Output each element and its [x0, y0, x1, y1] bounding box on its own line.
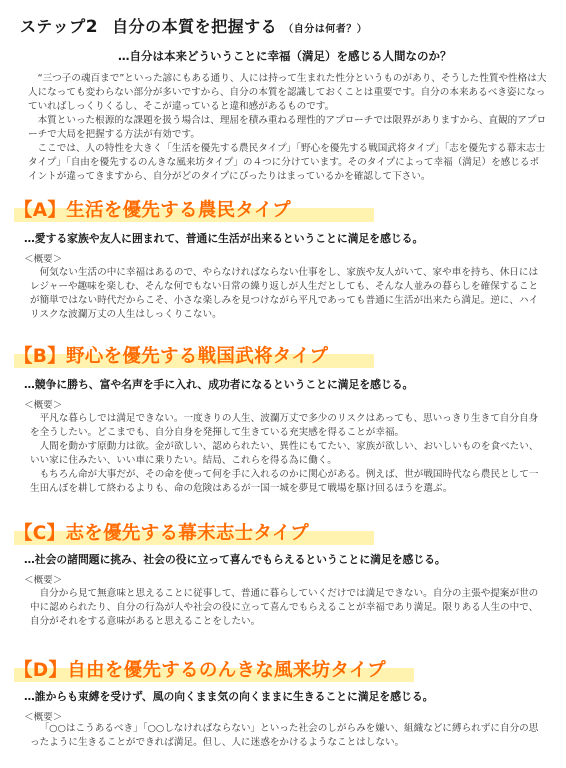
section-c-body [30, 587, 546, 629]
step-title [20, 14, 367, 37]
section-b-paragraph: 人間を動かす原動力は欲。金が欲しい、認められたい、異性にもてたい、家族が欲しい、おいしいものを食べたい、いい家に住みたい、いい車に乗りたい。結局、これらを得る為に働く。 [30, 441, 539, 466]
section-a-title: 【A】生活を優先する農民タイプ [14, 200, 291, 221]
section-b-paragraph: 平凡な暮らしでは満足できない。一度きりの人生、波瀾万丈で多少のリスクはあっても、思いっきり生きて自分自身を全うしたい。どこまでも、自分自身を発揮して生きている充実感を得ることが幸福。 [30, 413, 539, 438]
section-a-paragraph: 何気ない生活の中に幸福はあるので、やらなければならない仕事をし、家族や友人がいて、家や車を持ち、休日にはレジャーや趣味を楽しむ、そんな何でもない日常の繰り返しが人生だとしても、そんな人並みの暮らしを確保することが簡単ではない時代だからこそ、小さな楽しみを見つけながら平凡であっても普通に生活が出来たら満足。逆に、ハイリスクな波瀾万丈の人生はしっくりこない。 [30, 267, 539, 320]
section-d-title: 【D】自由を優先するのんきな風来坊タイプ [14, 660, 386, 681]
section-c-paragraph: 自分から見て無意味と思えることに従事して、普通に暮らしていくだけでは満足できない。自分の主張や提案が世の中に認められたり、自分の行為が人や社会の役に立って喜んでもらえることが幸福であり満足。限りある人生の中で、自分がそれをする意味があると思えることをしたい。 [30, 588, 539, 627]
intro-paragraph: ここでは、人の特性を大きく「生活を優先する農民タイプ」「野心を優先する戦国武将タイプ」「志を優先する幕末志士タイプ」「自由を優先するのんきな風来坊タイプ」の４つに分けています。そのタイプによって幸福（満足）を感じるポイントが違ってきますから、自分がどのタイプにぴったりはまっているかを確認して下さい。 [28, 143, 546, 182]
intro-text [28, 72, 548, 184]
section-c-title: 【C】志を優先する幕末志士タイプ [14, 523, 309, 544]
section-b-overview-label: ＜概要＞ [24, 400, 63, 411]
step-label: ステップ [20, 17, 86, 36]
section-d-lead: …誰からも束縛を受けず、風の向くまま気の向くままに生きることに満足を感じる。 [24, 690, 434, 703]
section-b-paragraph: もちろん命が大事だが、その命を使って何を手に入れるのかに関心がある。例えば、世が戦国時代なら農民として一生田んぼを耕して終わるよりも、命の危険はあるが一国一城を夢見て戦場を駆け回るほうを選ぶ。 [30, 469, 539, 494]
key-question: …自分は本来どういうことに幸福（満足）を感じる人間なのか？ [118, 49, 452, 63]
section-c-overview-label: ＜概要＞ [24, 575, 63, 586]
section-c-lead: …社会の諸問題に挑み、社会の役に立って喜んでもらえるということに満足を感じる。 [24, 553, 446, 566]
page-title: 自分の本質を把握する [112, 17, 278, 36]
page-subtitle: （自分は何者？） [283, 24, 368, 35]
intro-paragraph: “三つ子の魂百まで”といった諺にもある通り、人には持って生まれた性分というものがあり、そうした性質や性格は大人になっても変わらない部分が多いですから、自分の本質を認識しておくことは重要です。自分の本来あるべき姿になっていればしっくりくるし、そこが違っていると違和感があるものです。 [28, 73, 547, 112]
section-d-body [30, 722, 546, 750]
section-d-overview-label: ＜概要＞ [24, 712, 63, 723]
section-b-lead: …競争に勝ち、富や名声を手に入れ、成功者になるということに満足を感じる。 [24, 378, 414, 391]
step-number: 2 [85, 17, 99, 37]
section-b-body [30, 412, 546, 496]
section-a-body [30, 266, 546, 322]
section-d-paragraph: 「○○はこうあるべき」「○○しなければならない」といった社会のしがらみを嫌い、組織などに縛られずに自分の思ったように生きることができれば満足。但し、人に迷惑をかけるようなことはしない。 [30, 723, 539, 748]
intro-paragraph: 本質といった根源的な課題を扱う場合は、理屈を積み重ねる理性的アプローチでは限界がありますから、直観的アプローチで大局を把握する方法が有効です。 [28, 115, 547, 140]
section-b-title: 【B】野心を優先する戦国武将タイプ [14, 346, 329, 367]
section-a-lead: …愛する家族や友人に囲まれて、普通に生活が出来るということに満足を感じる。 [24, 232, 424, 245]
section-a-overview-label: ＜概要＞ [24, 254, 63, 265]
